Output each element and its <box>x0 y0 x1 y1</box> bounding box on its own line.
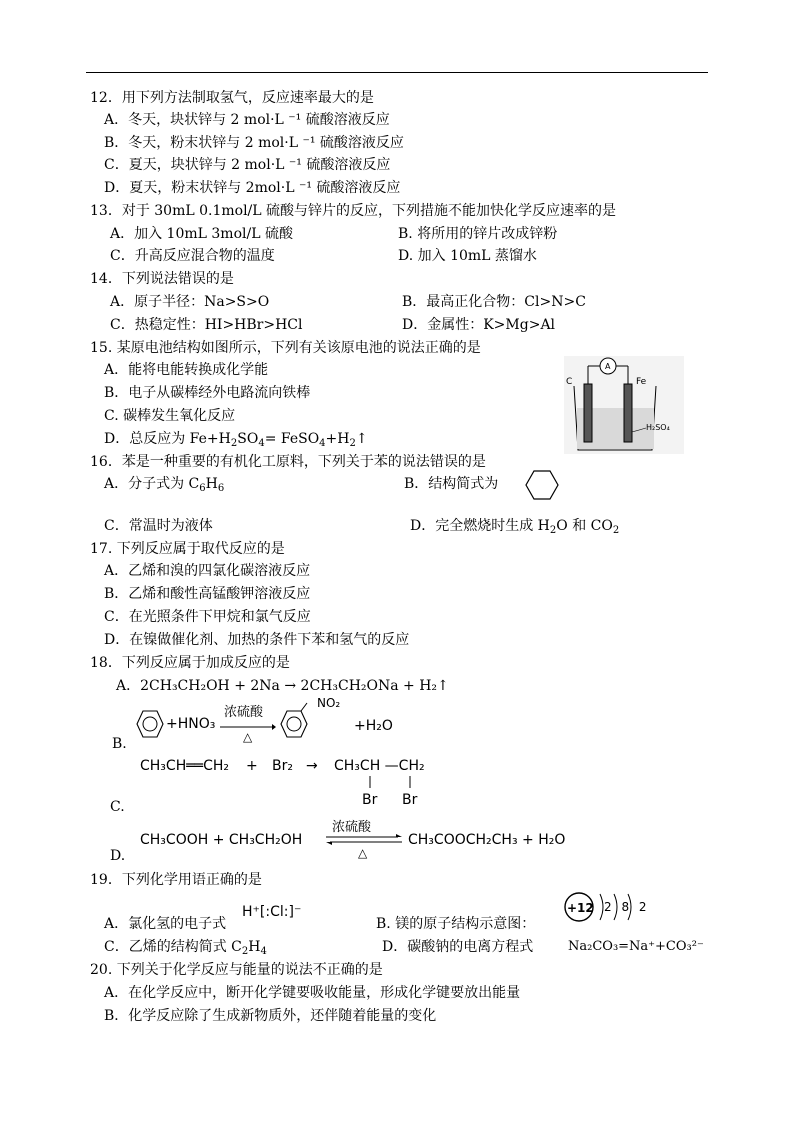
q20-option-b[interactable]: B．化学反应除了生成新物质外，还伴随着能量的变化 <box>104 1008 437 1024</box>
benzene-ring-reactant-icon <box>136 710 164 738</box>
q18-b-no2: NO₂ <box>317 696 341 710</box>
q18-option-c[interactable]: C. <box>110 799 125 815</box>
q18-d-condition-top: 浓硫酸 <box>332 820 372 835</box>
q12-option-c[interactable]: C．夏天，块状锌与 2 mol·L ⁻¹ 硫酸溶液反应 <box>104 157 391 173</box>
q19-option-d[interactable]: D．碳酸钠的电离方程式 <box>382 939 534 955</box>
q14-stem: 14．下列说法错误的是 <box>90 271 234 287</box>
q13-option-c[interactable]: C．升高反应混合物的温度 <box>110 248 275 264</box>
q15-option-a[interactable]: A．能将电能转换成化学能 <box>104 362 269 378</box>
header-rule <box>86 72 708 73</box>
q19-option-b[interactable]: B. 镁的原子结构示意图： <box>376 916 536 932</box>
q20-option-a[interactable]: A．在化学反应中，断开化学键要吸收能量，形成化学键要放出能量 <box>104 985 521 1001</box>
q12-option-d[interactable]: D．夏天，粉末状锌与 2mol·L ⁻¹ 硫酸溶液反应 <box>104 180 401 196</box>
q18-c-bonds-icon <box>360 776 420 790</box>
q18-b-reagent: +HNO₃ <box>166 716 216 732</box>
q18-b-condition-top: 浓硫酸 <box>224 705 264 720</box>
galvanic-cell-figure <box>564 356 684 454</box>
q19-stem: 19．下列化学用语正确的是 <box>90 872 262 888</box>
q18-option-d[interactable]: D. <box>110 848 126 864</box>
q18-b-condition-bottom: △ <box>243 730 253 744</box>
q17-option-c[interactable]: C．在光照条件下甲烷和氯气反应 <box>104 609 311 625</box>
q16-option-c[interactable]: C．常温时为液体 <box>104 518 213 534</box>
q12-option-b[interactable]: B．冬天，粉末状锌与 2 mol·L ⁻¹ 硫酸溶液反应 <box>104 135 404 151</box>
q17-option-b[interactable]: B．乙烯和酸性高锰酸钾溶液反应 <box>104 586 311 602</box>
q19-option-c[interactable]: C．乙烯的结构简式 $C_2H_4$ <box>104 939 267 957</box>
label-ammeter: A <box>605 362 611 371</box>
nitrobenzene-ring-icon <box>280 710 308 738</box>
q14-option-a[interactable]: A．原子半径：Na>S>O <box>110 294 270 310</box>
label-fe: Fe <box>636 377 647 387</box>
q13-option-d[interactable]: D. 加入 10mL 蒸馏水 <box>398 248 537 264</box>
q15-option-c[interactable]: C. 碳棒发生氧化反应 <box>104 408 236 424</box>
iron-rod <box>624 384 632 442</box>
label-h2so4: H₂SO₄ <box>646 423 670 432</box>
q18-option-b[interactable]: B. <box>112 736 127 752</box>
mg-shells-label: 2 8 2 <box>604 900 647 914</box>
q18-d-equilibrium-arrow-icon <box>326 834 402 846</box>
label-c: C <box>566 377 573 387</box>
mg-atom-structure-icon <box>562 890 646 924</box>
q15-option-d[interactable]: D．总反应为 $Fe+H_2SO_4=$ $FeSO_4+H_2↑$ <box>104 431 368 449</box>
q18-c-br-b: Br <box>402 792 418 808</box>
q18-d-reactants: CH₃COOH + CH₃CH₂OH <box>140 832 303 848</box>
q16-option-d[interactable]: D．完全燃烧时生成 $H_2O$ 和 $CO_2$ <box>410 518 620 536</box>
q18-c-reactant: CH₃CH══CH₂ <box>140 758 229 774</box>
q15-stem: 15. 某原电池结构如图所示，下列有关该原电池的说法正确的是 <box>90 340 481 356</box>
q15-option-b[interactable]: B．电子从碳棒经外电路流向铁棒 <box>104 385 311 401</box>
benzene-hexagon-icon <box>525 470 559 500</box>
q14-option-d[interactable]: D．金属性：K>Mg>Al <box>402 317 556 333</box>
q20-stem: 20. 下列关于化学反应与能量的说法不正确的是 <box>90 962 383 978</box>
q14-option-b[interactable]: B．最高正化合物：Cl>N>C <box>402 294 586 310</box>
q17-option-d[interactable]: D．在镍做催化剂、加热的条件下苯和氢气的反应 <box>104 632 410 648</box>
q16-option-b[interactable]: B．结构简式为 <box>404 476 499 492</box>
q17-stem: 17. 下列反应属于取代反应的是 <box>90 541 285 557</box>
q19-option-a[interactable]: A．氯化氢的电子式 <box>104 916 227 932</box>
q14-option-c[interactable]: C．热稳定性：HI>HBr>HCl <box>110 317 303 333</box>
q19-a-electron-formula: H⁺[:Cl:]⁻ <box>242 904 302 920</box>
q18-b-water: +H₂O <box>354 718 393 734</box>
q12-option-a[interactable]: A．冬天，块状锌与 2 mol·L ⁻¹ 硫酸溶液反应 <box>104 112 390 128</box>
q18-c-product: CH₃CH —CH₂ <box>334 758 425 774</box>
q18-d-products: CH₃COOCH₂CH₃ + H₂O <box>408 832 566 848</box>
q18-c-arrow: → <box>306 758 318 774</box>
q18-stem: 18．下列反应属于加成反应的是 <box>90 655 290 671</box>
q18-c-plus: + <box>246 758 258 774</box>
q16-option-a[interactable]: A．分子式为 $C_6H_6$ <box>104 476 225 494</box>
q17-option-a[interactable]: A．乙烯和溴的四氯化碳溶液反应 <box>104 563 311 579</box>
mg-nucleus-label: +12 <box>567 901 594 915</box>
q19-d-equation: Na₂CO₃=Na⁺+CO₃²⁻ <box>568 939 704 954</box>
q18-c-br-a: Br <box>362 792 378 808</box>
carbon-rod <box>584 384 592 442</box>
q13-option-a[interactable]: A．加入 10mL 3mol/L 硫酸 <box>110 226 293 242</box>
q18-option-a[interactable]: A．2CH₃CH₂OH + 2Na → 2CH₃CH₂ONa + H₂↑ <box>116 678 449 694</box>
q13-stem: 13．对于 30mL 0.1mol/L 硫酸与锌片的反应，下列措施不能加快化学反应速率的是 <box>90 203 617 219</box>
q13-option-b[interactable]: B. 将所用的锌片改成锌粉 <box>398 226 558 242</box>
q16-stem: 16．苯是一种重要的有机化工原料，下列关于苯的说法错误的是 <box>90 454 486 470</box>
q18-d-condition-bottom: △ <box>358 846 368 860</box>
q12-stem: 12．用下列方法制取氢气，反应速率最大的是 <box>90 90 374 106</box>
q18-c-br2: Br₂ <box>272 758 293 774</box>
